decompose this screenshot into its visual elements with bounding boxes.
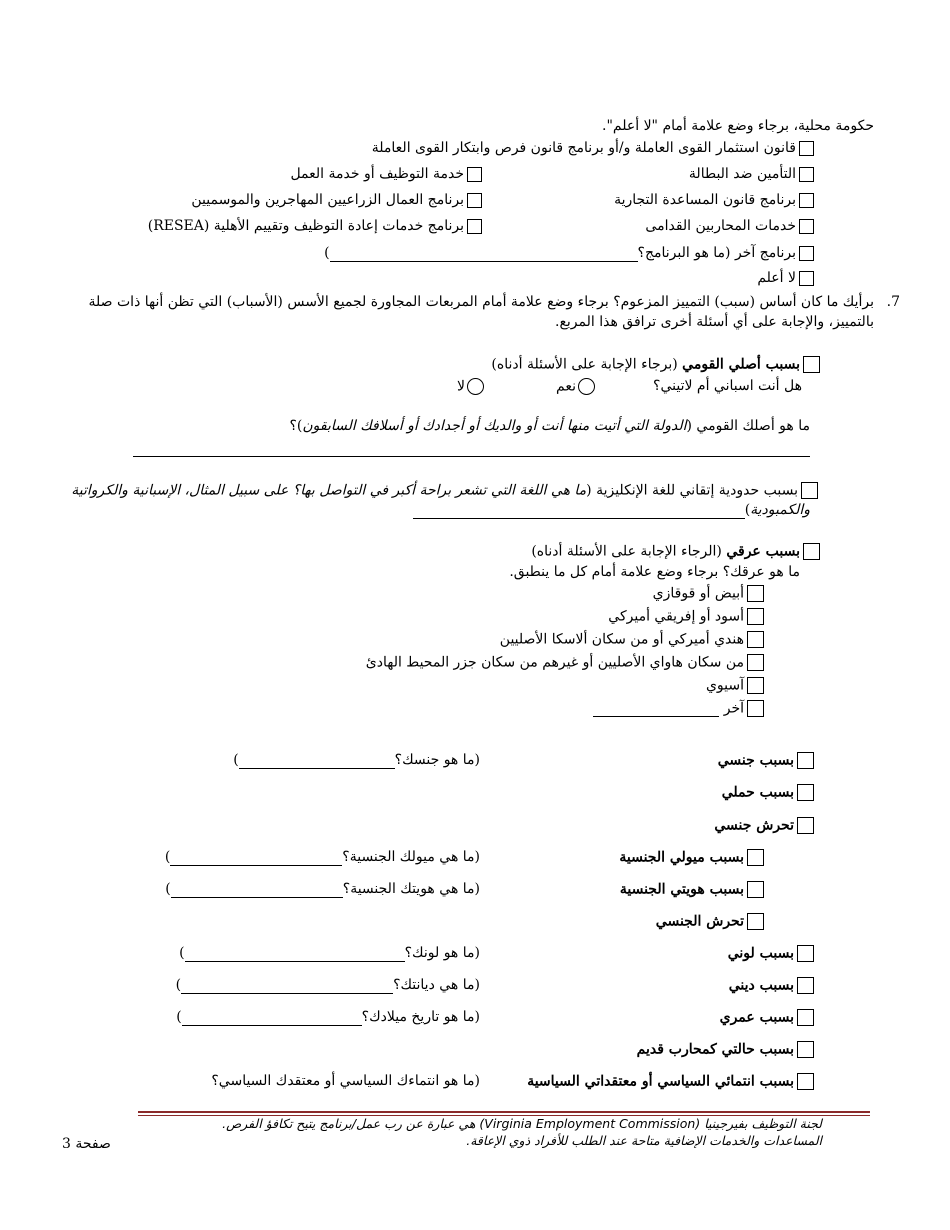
radio-button[interactable]: [578, 378, 595, 395]
checkbox[interactable]: [801, 482, 818, 499]
checkbox[interactable]: [797, 784, 814, 801]
checkbox[interactable]: [799, 219, 814, 234]
age-question: (ما هو تاريخ ميلادك؟): [176, 1009, 480, 1025]
pregnancy-option[interactable]: بسبب حملي: [722, 784, 814, 801]
radio-button[interactable]: [467, 378, 484, 395]
identity-question: (ما هي هويتك الجنسية؟): [165, 881, 480, 897]
footer-line2: المساعدات والخدمات الإضافية متاحة عند الطلب للأفراد ذوي الإعاقة.: [466, 1133, 822, 1148]
race-hawaiian[interactable]: من سكان هاواي الأصليين أو غيرهم من سكان جزر المحيط الهادئ: [366, 654, 764, 671]
sex-option[interactable]: بسبب جنسي: [718, 752, 814, 769]
question-7-number: 7.: [886, 294, 900, 310]
checkbox[interactable]: [799, 167, 814, 182]
program-ui[interactable]: التأمين ضد البطالة: [689, 166, 814, 183]
english-option[interactable]: بسبب حدودية إتقاني للغة الإنكليزية (ما هي اللغة التي تشعر براحة أكبر في التواصل بها؟ على سبيل المثال، الإسبانية والكرواتية: [71, 482, 818, 499]
age-answer-line[interactable]: [182, 1011, 362, 1026]
color-question: (ما هو لونك؟): [179, 945, 480, 961]
race-other-line[interactable]: [593, 702, 719, 717]
checkbox[interactable]: [803, 356, 820, 373]
sex-question: (ما هو جنسك؟): [233, 752, 480, 768]
checkbox[interactable]: [799, 246, 814, 261]
program-veterans[interactable]: خدمات المحاربين القدامى: [645, 218, 814, 235]
checkbox[interactable]: [797, 1073, 814, 1090]
checkbox[interactable]: [799, 271, 814, 286]
question-7-line2: بالتمييز، والإجابة على أي أسئلة أخرى ترافق هذا المربع.: [555, 314, 874, 330]
color-answer-line[interactable]: [185, 947, 405, 962]
program-resea[interactable]: برنامج خدمات إعادة التوظيف وتقييم الأهلية (RESEA): [148, 218, 482, 235]
footer-line1: لجنة التوظيف بفيرجينيا (Virginia Employment Commission) هي عبارة عن رب عمل/برنامج يتيح تكافؤ الفرص.: [222, 1116, 822, 1131]
color-option[interactable]: بسبب لوني: [728, 945, 814, 962]
checkbox[interactable]: [467, 193, 482, 208]
checkbox[interactable]: [797, 752, 814, 769]
intro-line: حكومة محلية، برجاء وضع علامة أمام "لا أعلم".: [602, 118, 874, 134]
race-black[interactable]: أسود أو إفريقي أميركي: [608, 608, 764, 625]
origin-answer-line[interactable]: [133, 456, 810, 457]
checkbox[interactable]: [747, 677, 764, 694]
checkbox[interactable]: [797, 945, 814, 962]
religion-option[interactable]: بسبب ديني: [729, 977, 814, 994]
checkbox[interactable]: [747, 585, 764, 602]
race-american-indian[interactable]: هندي أميركي أو من سكان ألاسكا الأصليين: [500, 631, 764, 648]
program-dont-know[interactable]: لا أعلم: [757, 270, 814, 287]
orientation-question: (ما هي ميولك الجنسية؟): [164, 849, 480, 865]
gender-harassment-option[interactable]: تحرش الجنسي: [656, 913, 764, 930]
checkbox[interactable]: [747, 881, 764, 898]
checkbox[interactable]: [747, 849, 764, 866]
age-option[interactable]: بسبب عمري: [720, 1009, 814, 1026]
political-question: (ما هو انتماءك السياسي أو معتقدك السياسي؟: [211, 1073, 480, 1089]
religion-question: (ما هي ديانتك؟): [175, 977, 480, 993]
religion-answer-line[interactable]: [181, 979, 393, 994]
identity-option[interactable]: بسبب هويتي الجنسية: [620, 881, 764, 898]
checkbox[interactable]: [797, 1041, 814, 1058]
checkbox[interactable]: [747, 631, 764, 648]
hispanic-no[interactable]: لا: [457, 378, 484, 395]
checkbox[interactable]: [747, 700, 764, 717]
program-other-line[interactable]: [330, 247, 638, 262]
checkbox[interactable]: [467, 167, 482, 182]
identity-answer-line[interactable]: [171, 883, 343, 898]
checkbox[interactable]: [803, 543, 820, 560]
checkbox[interactable]: [467, 219, 482, 234]
checkbox[interactable]: [797, 977, 814, 994]
race-other[interactable]: آخر: [593, 700, 764, 717]
footer-rule: [138, 1111, 870, 1113]
origin-question: ما هو أصلك القومي (الدولة التي أتيت منها أنت أو والديك أو أجدادك أو أسلافك السابقون)؟: [289, 418, 810, 434]
checkbox[interactable]: [747, 654, 764, 671]
page-number: صفحة 3: [62, 1136, 111, 1152]
orientation-answer-line[interactable]: [170, 851, 342, 866]
national-origin-option[interactable]: بسبب أصلي القومي (برجاء الإجابة على الأسئلة أدناه): [491, 356, 820, 373]
program-other[interactable]: برنامج آخر (ما هو البرنامج؟): [324, 245, 814, 262]
race-white[interactable]: أبيض أو قوقازي: [653, 585, 764, 602]
race-question: ما هو عرقك؟ برجاء وضع علامة أمام كل ما ينطبق.: [509, 564, 800, 580]
program-employment-service[interactable]: خدمة التوظيف أو خدمة العمل: [290, 166, 482, 183]
checkbox[interactable]: [799, 141, 814, 156]
race-option[interactable]: بسبب عرقي (الرجاء الإجابة على الأسئلة أدناه): [531, 543, 820, 560]
sex-answer-line[interactable]: [239, 754, 395, 769]
program-trade[interactable]: برنامج قانون المساعدة التجارية: [614, 192, 814, 209]
program-migrant[interactable]: برنامج العمال الزراعيين المهاجرين والموسميين: [191, 192, 482, 209]
english-option-line2: والكمبودية): [413, 502, 810, 519]
checkbox[interactable]: [747, 913, 764, 930]
checkbox[interactable]: [797, 1009, 814, 1026]
question-7-line1: برأيك ما كان أساس (سبب) التمييز المزعوم؟ برجاء وضع علامة أمام المربعات المجاورة لجميع الأسس (الأسباب) التي تظن أنها ذات صلة: [88, 294, 874, 310]
english-answer-line[interactable]: [413, 504, 745, 519]
political-option[interactable]: بسبب انتمائي السياسي أو معتقداتي السياسية: [527, 1073, 814, 1090]
veteran-option[interactable]: بسبب حالتي كمحارب قديم: [637, 1041, 814, 1058]
hispanic-yes[interactable]: نعم: [556, 378, 595, 395]
hispanic-question: هل أنت اسباني أم لاتيني؟: [653, 378, 802, 394]
orientation-option[interactable]: بسبب ميولي الجنسية: [619, 849, 764, 866]
sexual-harassment-option[interactable]: تحرش جنسي: [714, 817, 814, 834]
checkbox[interactable]: [747, 608, 764, 625]
race-asian[interactable]: آسيوي: [706, 677, 764, 694]
program-wia[interactable]: قانون استثمار القوى العاملة و/أو برنامج قانون فرص وابتكار القوى العاملة: [372, 140, 814, 157]
checkbox[interactable]: [797, 817, 814, 834]
checkbox[interactable]: [799, 193, 814, 208]
